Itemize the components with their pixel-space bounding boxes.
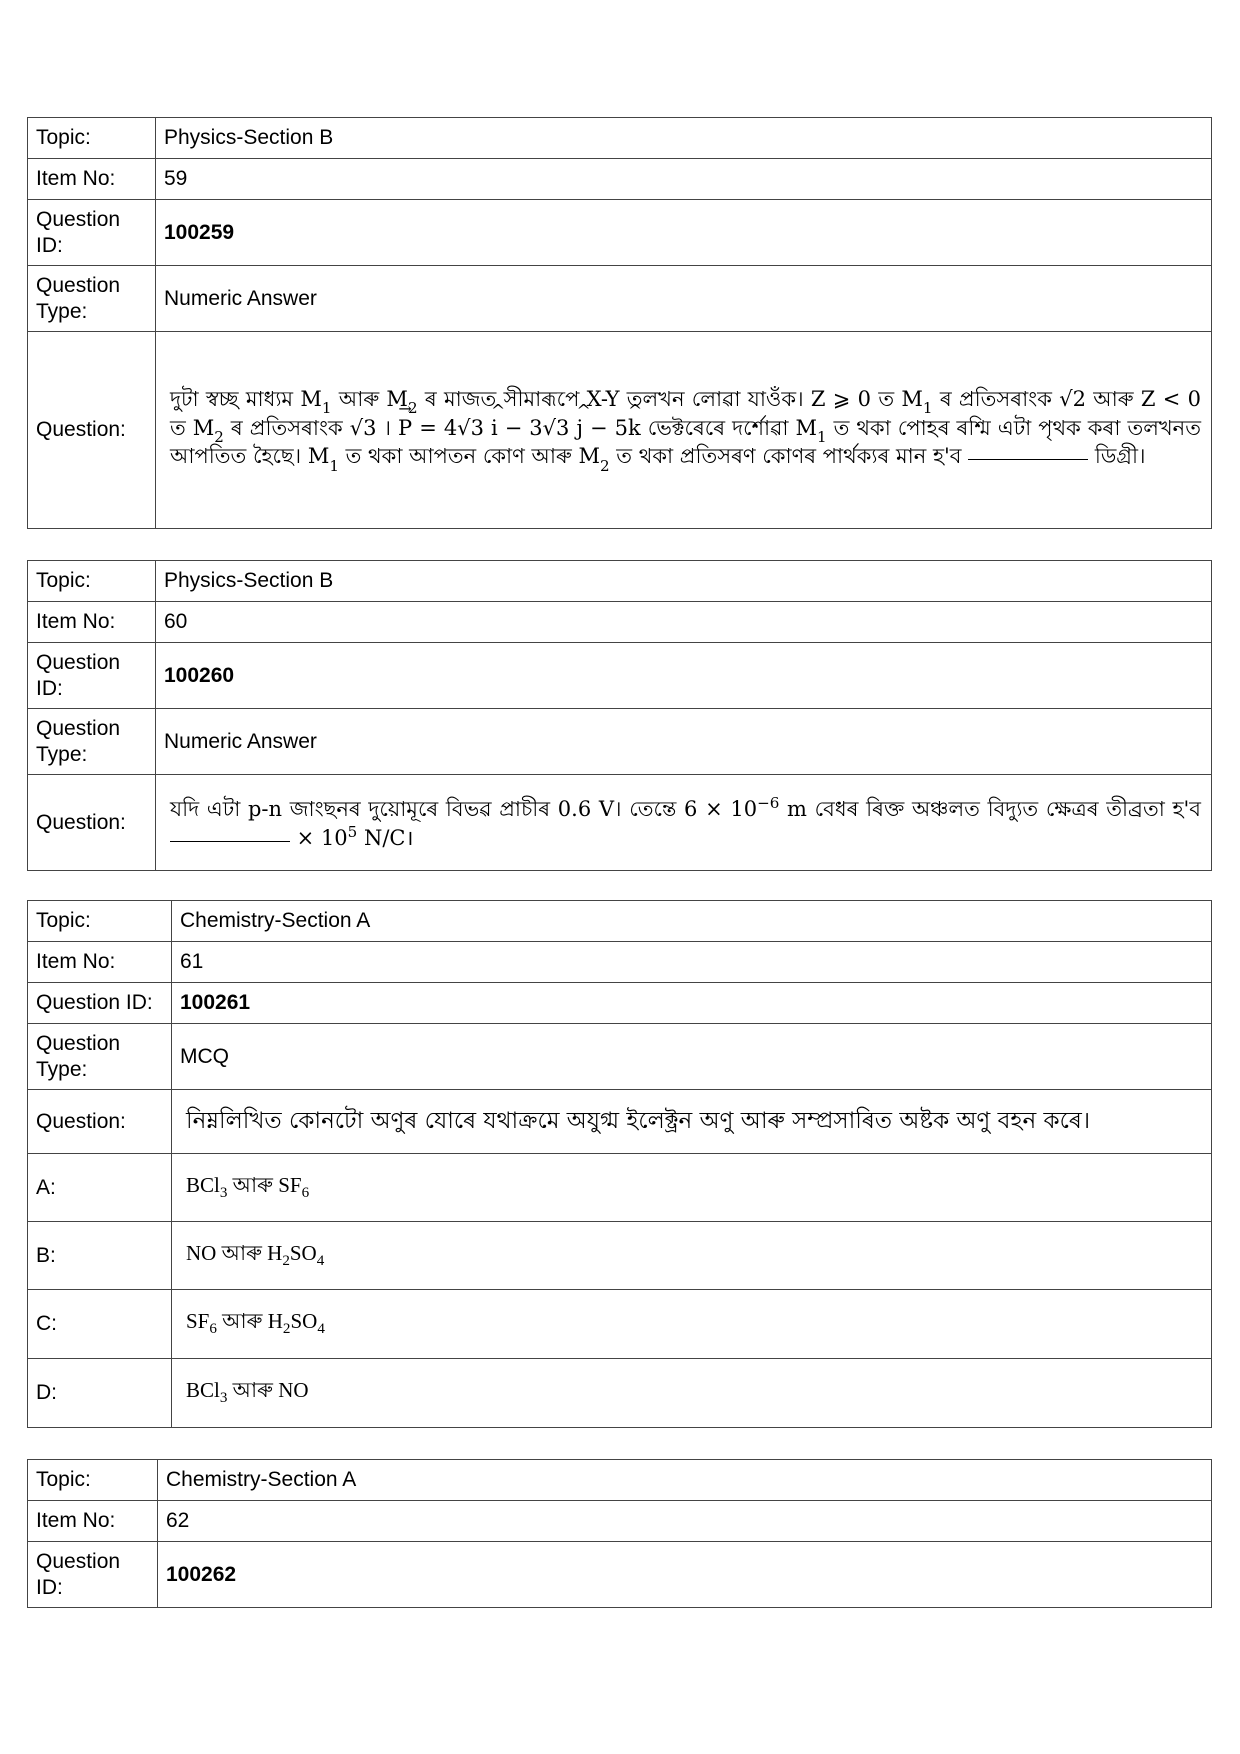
question-type-value: Numeric Answer	[156, 709, 1212, 775]
option-d-label: D:	[28, 1359, 172, 1428]
question-table-62	[27, 1459, 1212, 1608]
question-id-value: 100259	[156, 200, 1212, 266]
question-type-label: Question Type:	[28, 1024, 172, 1090]
option-d-text: BCl$_3$ আৰু NO	[172, 1359, 1212, 1428]
question-text: যদি এটা p-n জাংছনৰ দুয়োমূৰে বিভৱ প্ৰাচীৰ 0.6 V। তেন্তে $6 \times 10^{-6}$ m বেধৰ ৰিক্ত অঞ্চলত বিদ্যুত ক্ষেত্ৰৰ তীব্ৰতা হ'ব × $10^5$ N/C।	[156, 775, 1212, 871]
vector-p: → P	[398, 416, 412, 442]
topic-label: Topic:	[28, 561, 156, 602]
item-no-label: Item No:	[28, 602, 156, 643]
question-text: দুটা স্বচ্ছ মাধ্যম $M_1$ আৰু $M_2$ ৰ মাজত সীমাৰূপে X-Y তলখন লোৱা যাওঁক। Z ⩾ 0 ত $M_1$ ৰ প্ৰতিসৰাংক √2 আৰু Z < 0 ত $M_2$ ৰ প্ৰতিসৰাংক √3 । → P = 4√3 ^ i − 3√3 ^ j − 5^ k ভেক্টৰেৰে দৰ্শোৱা $M_1$ ত থকা পোহৰ ৰশ্মি এটা পৃথক কৰা তলখনত আপতিত হৈছে। $M_1$ ত থকা আপতন কোণ আৰু $M_2$ ত থকা প্ৰতিসৰণ কোণৰ পাৰ্থক্যৰ মান হ'ব ডিগ্ৰী।	[156, 332, 1212, 529]
question-table-59	[27, 117, 1212, 529]
topic-label: Topic:	[28, 901, 172, 942]
option-c-text: $SF_6$ আৰু $H_2SO_4$	[172, 1290, 1212, 1359]
question-label: Question:	[28, 775, 156, 871]
question-label: Question:	[28, 332, 156, 529]
item-no-value: 61	[172, 942, 1212, 983]
answer-blank	[170, 840, 290, 842]
topic-value: Chemistry-Section A	[172, 901, 1212, 942]
item-no-value: 62	[158, 1501, 1212, 1542]
question-id-value: 100261	[172, 983, 1212, 1024]
question-table-61	[27, 900, 1212, 1428]
topic-value: Chemistry-Section A	[158, 1460, 1212, 1501]
item-no-value: 60	[156, 602, 1212, 643]
topic-value: Physics-Section B	[156, 561, 1212, 602]
option-a-text: BCl$_3$ আৰু $SF_6$	[172, 1154, 1212, 1222]
question-id-label: Question ID:	[28, 643, 156, 709]
question-text: নিম্নলিখিত কোনটো অণুৰ যোৰে যথাক্ৰমে অযুগ্ম ইলেক্ট্ৰন অণু আৰু সম্প্ৰসাৰিত অষ্টক অণু বহন কৰে।	[172, 1090, 1212, 1154]
topic-label: Topic:	[28, 1460, 158, 1501]
option-b-text: NO আৰু $H_2SO_4$	[172, 1222, 1212, 1290]
question-type-label: Question Type:	[28, 266, 156, 332]
question-label: Question:	[28, 1090, 172, 1154]
question-id-label: Question ID:	[28, 1542, 158, 1608]
option-b-label: B:	[28, 1222, 172, 1290]
topic-label: Topic:	[28, 118, 156, 159]
option-a-label: A:	[28, 1154, 172, 1222]
question-id-value: 100262	[158, 1542, 1212, 1608]
question-type-label: Question Type:	[28, 709, 156, 775]
item-no-label: Item No:	[28, 159, 156, 200]
item-no-label: Item No:	[28, 1501, 158, 1542]
question-id-label: Question ID:	[28, 200, 156, 266]
question-type-value: Numeric Answer	[156, 266, 1212, 332]
item-no-label: Item No:	[28, 942, 172, 983]
option-c-label: C:	[28, 1290, 172, 1359]
question-type-value: MCQ	[172, 1024, 1212, 1090]
question-id-label: Question ID:	[28, 983, 172, 1024]
question-id-value: 100260	[156, 643, 1212, 709]
answer-blank	[968, 458, 1088, 460]
topic-value: Physics-Section B	[156, 118, 1212, 159]
item-no-value: 59	[156, 159, 1212, 200]
question-table-60	[27, 560, 1212, 871]
